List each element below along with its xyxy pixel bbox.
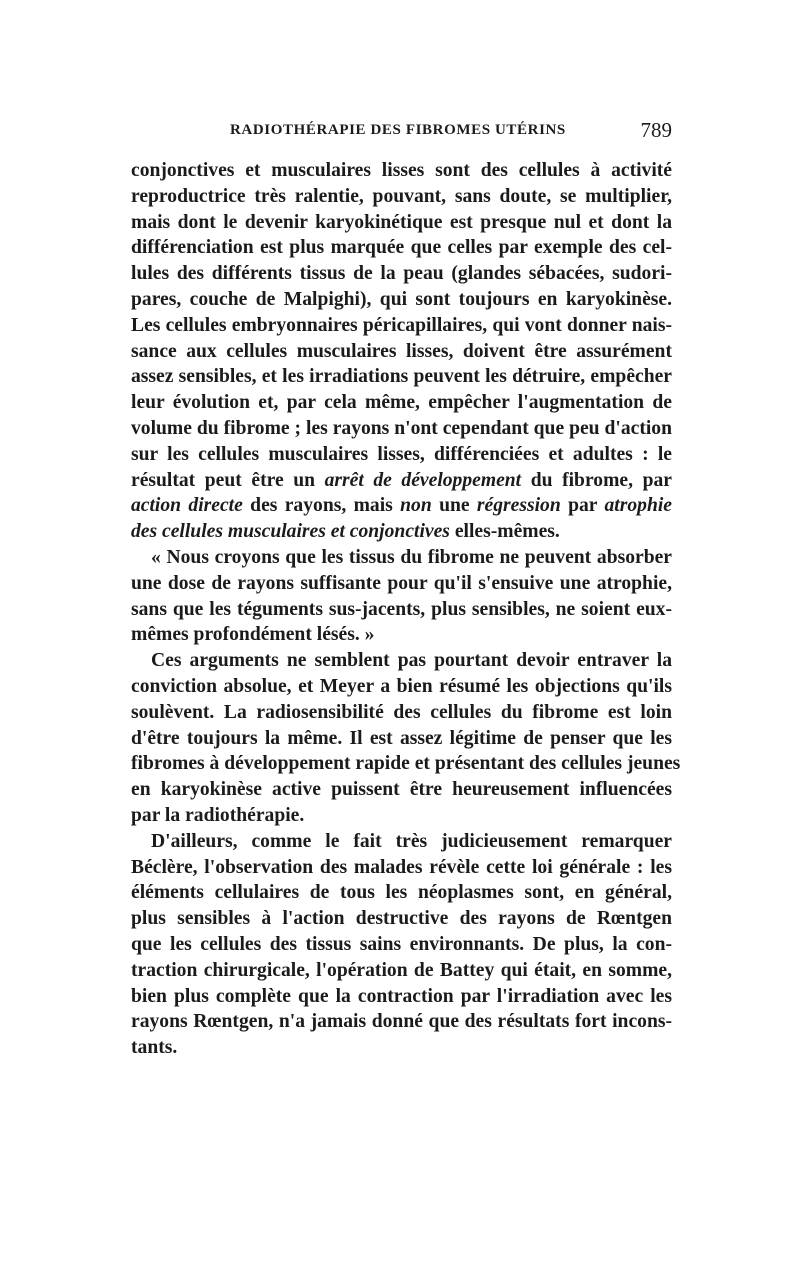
body-text: [131, 158, 681, 1061]
text-line: [131, 210, 672, 236]
text-segment: Ces arguments ne semblent pas pourtant devoir entraver la: [151, 650, 672, 672]
text-line: [131, 493, 672, 519]
text-segment: résultat peut être un: [131, 469, 325, 491]
text-line: [131, 364, 672, 390]
text-segment: fibromes à développement rapide et présentant des cellules jeunes: [131, 753, 681, 775]
text-segment: sur les cellules musculaires lisses, différenciées et adultes : le: [131, 443, 672, 465]
running-title: RADIOTHÉRAPIE DES FIBROMES UTÉRINS: [230, 122, 566, 138]
text-segment: sans que les téguments sus-jacents, plus sensibles, ne soient eux-: [131, 598, 672, 620]
text-line: [131, 751, 681, 777]
text-line: [131, 597, 672, 623]
italic-phrase: des cellules musculaires et conjonctives: [131, 521, 450, 543]
text-line: [131, 571, 672, 597]
text-segment: Les cellules embryonnaires péricapillaires, qui vont donner nais-: [131, 314, 672, 336]
text-line: [131, 984, 672, 1010]
italic-phrase: action directe: [131, 495, 243, 517]
text-line: [131, 519, 672, 545]
italic-phrase: régression: [476, 495, 561, 517]
text-segment: assez sensibles, et les irradiations peuvent les détruire, empêcher: [131, 366, 672, 388]
text-segment: une: [431, 495, 477, 517]
text-segment: rayons Rœntgen, n'a jamais donné que des résultats fort incons-: [131, 1011, 672, 1033]
text-line: [131, 235, 672, 261]
text-segment: traction chirurgicale, l'opération de Battey qui était, en somme,: [131, 959, 672, 981]
paragraph: [131, 829, 672, 1061]
text-segment: reproductrice très ralentie, pouvant, sans doute, se multiplier,: [131, 185, 672, 207]
text-line: [131, 855, 672, 881]
text-line: [131, 158, 672, 184]
text-segment: Béclère, l'observation des malades révèle cette loi générale : les: [131, 856, 672, 878]
text-segment: plus sensibles à l'action destructive des rayons de Rœntgen: [131, 908, 672, 930]
italic-phrase: atrophie: [604, 495, 672, 517]
text-segment: « Nous croyons que les tissus du fibrome ne peuvent absorber: [151, 546, 672, 568]
text-line: [131, 287, 672, 313]
text-segment: conjonctives et musculaires lisses sont des cellules à activité: [131, 160, 672, 181]
text-line: [131, 416, 672, 442]
text-segment: mêmes profondément lésés. »: [131, 624, 375, 646]
text-segment: que les cellules des tissus sains environnants. De plus, la con-: [131, 933, 672, 955]
text-segment: pares, couche de Malpighi), qui sont toujours en karyokinèse.: [131, 288, 672, 310]
text-line: [131, 932, 672, 958]
text-segment: tants.: [131, 1037, 178, 1059]
text-line: [131, 674, 672, 700]
text-line: [131, 958, 672, 984]
running-head: [132, 118, 672, 146]
text-segment: éléments cellulaires de tous les néoplasmes sont, en général,: [131, 882, 672, 904]
text-segment: différenciation est plus marquée que celles par exemple des cel-: [131, 237, 672, 259]
text-line: [131, 390, 672, 416]
italic-phrase: non: [400, 495, 432, 517]
text-segment: une dose de rayons suffisante pour qu'il s'ensuive une atrophie,: [131, 572, 672, 594]
text-segment: mais dont le devenir karyokinétique est presque nul et dont la: [131, 211, 672, 233]
text-line: [131, 906, 672, 932]
paragraph: [131, 648, 681, 829]
text-line: [131, 622, 672, 648]
text-line: [131, 803, 672, 829]
text-line: [131, 700, 672, 726]
text-segment: en karyokinèse active puissent être heureusement influencées: [131, 779, 672, 801]
text-line: [131, 184, 672, 210]
text-line: [131, 339, 672, 365]
paragraph: [131, 545, 672, 648]
text-segment: lules des différents tissus de la peau (glandes sébacées, sudori-: [131, 263, 672, 285]
text-segment: leur évolution et, par cela même, empêcher l'augmentation de: [131, 392, 672, 414]
text-line: [131, 261, 672, 287]
text-segment: d'être toujours la même. Il est assez légitime de penser que les: [131, 727, 672, 749]
text-segment: soulèvent. La radiosensibilité des cellules du fibrome est loin: [131, 701, 672, 723]
text-line: [131, 829, 672, 855]
text-line: [131, 545, 672, 571]
text-segment: du fibrome, par: [521, 469, 672, 491]
italic-phrase: arrêt de développement: [324, 469, 522, 491]
text-line: [131, 468, 672, 494]
text-segment: conviction absolue, et Meyer a bien résumé les objections qu'ils: [131, 675, 672, 697]
text-segment: volume du fibrome ; les rayons n'ont cependant que peu d'action: [131, 417, 672, 439]
text-segment: bien plus complète que la contraction par l'irradiation avec les: [131, 985, 672, 1007]
text-line: [131, 313, 672, 339]
text-line: [131, 442, 672, 468]
text-line: [131, 648, 672, 674]
text-segment: par la radiothérapie.: [131, 804, 305, 826]
text-segment: par: [560, 495, 605, 517]
text-line: [131, 726, 672, 752]
text-segment: sance aux cellules musculaires lisses, doivent être assurément: [131, 340, 672, 362]
text-line: [131, 1009, 672, 1035]
text-line: [131, 777, 672, 803]
page-number: 789: [640, 118, 672, 142]
text-segment: des rayons, mais: [242, 495, 401, 517]
text-line: [131, 880, 672, 906]
text-segment: D'ailleurs, comme le fait très judicieusement remarquer: [151, 830, 672, 852]
text-line: [131, 1035, 672, 1061]
text-segment: elles-mêmes.: [449, 521, 560, 543]
paragraph: [131, 158, 672, 545]
